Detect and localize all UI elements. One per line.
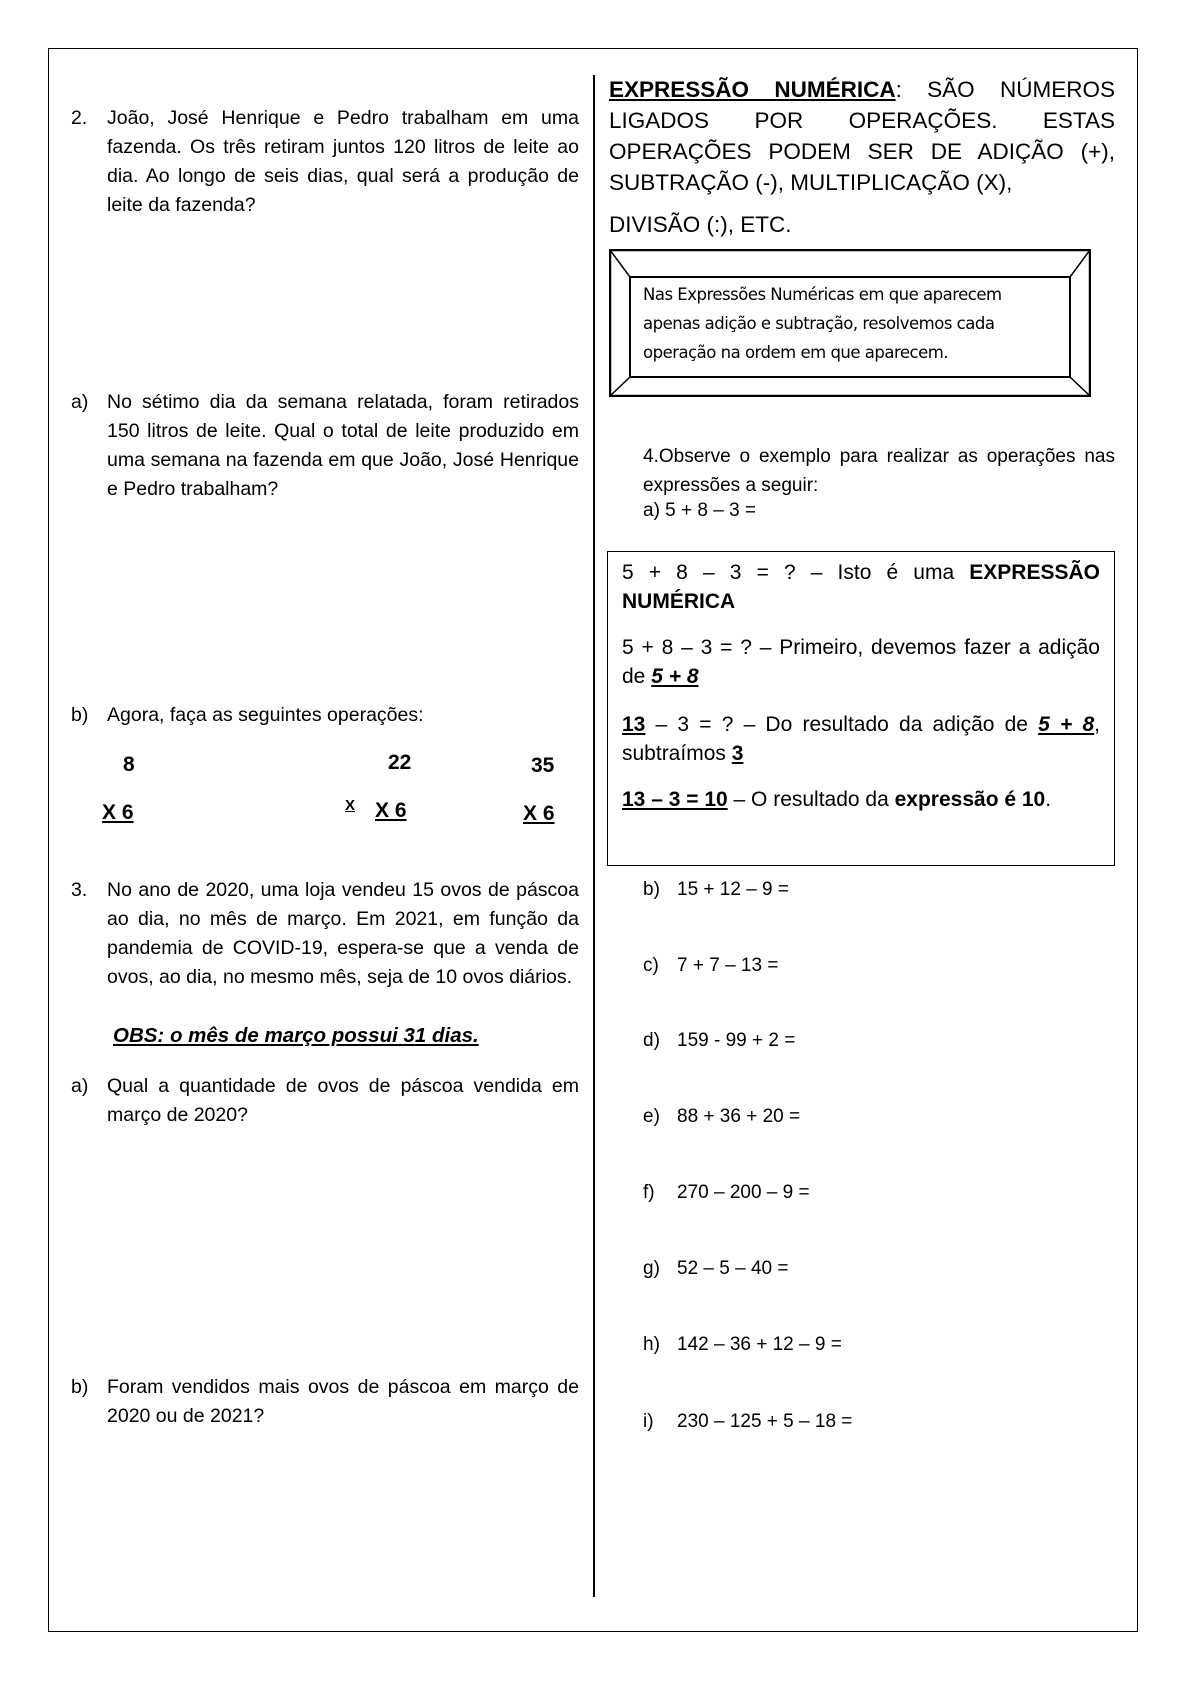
operation-multiplier: X 6: [523, 802, 555, 825]
example-line-2: [622, 633, 1100, 691]
definition-last-line: DIVISÃO (:), ETC.: [609, 212, 792, 237]
item-label: b): [71, 1376, 89, 1398]
item-expression: 159 - 99 + 2 =: [677, 1030, 796, 1051]
example-emphasis: 13 – 3 = 10: [622, 788, 728, 811]
exercise-item: [643, 955, 778, 977]
note-text: [643, 280, 1002, 367]
definition-body: : SÃO NÚMEROS LIGADOS POR OPERAÇÕES. ESTAS OPERAÇÕES PODEM SER DE ADIÇÃO (+), SUBTRAÇÃO (-), MULTIPLICAÇÃO (X),: [609, 77, 1115, 195]
question-text: Foram vendidos mais ovos de páscoa em março de 2020 ou de 2021?: [107, 1376, 579, 1427]
note-line: Nas Expressões Numéricas em que aparecem: [643, 285, 1002, 304]
question-text: Qual a quantidade de ovos de páscoa vendida em março de 2020?: [107, 1075, 579, 1126]
question-number: 3.: [71, 879, 88, 901]
item-expression: 230 – 125 + 5 – 18 =: [677, 1411, 853, 1432]
example-text: 5 + 8 – 3 = ? – Primeiro, devemos fazer a adição de: [622, 636, 1100, 688]
example-text: – 3 = ? – Do resultado da adição de: [645, 713, 1039, 736]
operation-top: 22: [388, 751, 412, 774]
example-emphasis: EXPRESSÃO NUMÉRICA: [622, 561, 1100, 613]
exercise-item: [643, 1106, 800, 1128]
item-label: a): [71, 1075, 89, 1097]
operation-multiplier: X 6: [375, 799, 407, 822]
column-divider: [593, 75, 595, 1597]
question-3: [71, 876, 579, 992]
example-emphasis: 5 + 8: [1038, 713, 1095, 736]
item-expression: 142 – 36 + 12 – 9 =: [677, 1334, 842, 1355]
operation-top: 8: [123, 753, 135, 776]
item-label: i): [643, 1411, 654, 1432]
operation-multiplier: X 6: [102, 801, 134, 824]
example-text: .: [1045, 788, 1052, 811]
example-line-1: [622, 558, 1100, 616]
example-text: expressão é 10: [894, 788, 1046, 811]
stray-x-mark: X: [345, 797, 356, 814]
definition-text: [609, 74, 1115, 198]
question-4a: a) 5 + 8 – 3 =: [643, 500, 757, 521]
exercise-item: [643, 1334, 842, 1356]
example-emphasis: 5 + 8: [651, 665, 699, 688]
item-label: c): [643, 955, 659, 976]
question-text: No ano de 2020, uma loja vendeu 15 ovos de páscoa ao dia, no mês de março. Em 2021, em função da pandemia de COVID-19, espera-se que a venda de ovos, ao dia, no mesmo mês, seja de 10 ovos diários.: [107, 879, 579, 988]
operation-top: 35: [531, 754, 555, 777]
item-expression: 7 + 7 – 13 =: [677, 955, 779, 976]
example-line-4: [622, 785, 1100, 814]
example-emphasis: 3: [731, 742, 744, 765]
question-text: No sétimo dia da semana relatada, foram retirados 150 litros de leite. Qual o total de leite produzido em uma semana na fazenda em que João, José Henrique e Pedro trabalham?: [107, 391, 579, 500]
question-3b: [71, 1373, 579, 1431]
item-expression: 15 + 12 – 9 =: [677, 879, 789, 900]
question-number: 2.: [71, 107, 88, 129]
example-text: – O resultado da: [727, 788, 895, 811]
example-emphasis: 13: [622, 713, 646, 736]
item-label: e): [643, 1106, 660, 1127]
example-line-3: [622, 710, 1100, 768]
question-2: [71, 104, 579, 220]
example-text: 5 + 8 – 3 = ? – Isto é uma: [622, 561, 970, 584]
exercise-item: [643, 1030, 795, 1052]
note-line: apenas adição e subtração, resolvemos cada: [643, 314, 995, 333]
item-expression: 88 + 36 + 20 =: [677, 1106, 801, 1127]
item-label: f): [643, 1182, 655, 1203]
item-label: a): [71, 391, 89, 413]
item-label: b): [71, 704, 89, 726]
exercise-item: [643, 1411, 852, 1433]
obs-note: OBS: o mês de março possui 31 dias.: [113, 1024, 479, 1047]
question-2b: [71, 701, 579, 730]
item-expression: 270 – 200 – 9 =: [677, 1182, 810, 1203]
question-3a: [71, 1072, 579, 1130]
note-line: operação na ordem em que aparecem.: [643, 343, 949, 362]
exercise-item: [643, 1182, 810, 1204]
question-text: Agora, faça as seguintes operações:: [107, 704, 424, 726]
question-4-intro: 4.Observe o exemplo para realizar as operações nas expressões a seguir:: [643, 446, 1115, 496]
question-text: João, José Henrique e Pedro trabalham em uma fazenda. Os três retiram juntos 120 litros de leite ao dia. Ao longo de seis dias, qual será a produção de leite da fazenda?: [107, 107, 579, 216]
item-label: g): [643, 1258, 660, 1279]
example-text: , subtraímos: [622, 713, 1100, 765]
item-label: b): [643, 879, 660, 900]
item-label: d): [643, 1030, 660, 1051]
definition-term: EXPRESSÃO NUMÉRICA: [609, 77, 896, 102]
question-2a: [71, 388, 579, 504]
item-expression: 52 – 5 – 40 =: [677, 1258, 789, 1279]
item-label: h): [643, 1334, 660, 1355]
exercise-item: [643, 1258, 788, 1280]
exercise-item: [643, 879, 789, 901]
